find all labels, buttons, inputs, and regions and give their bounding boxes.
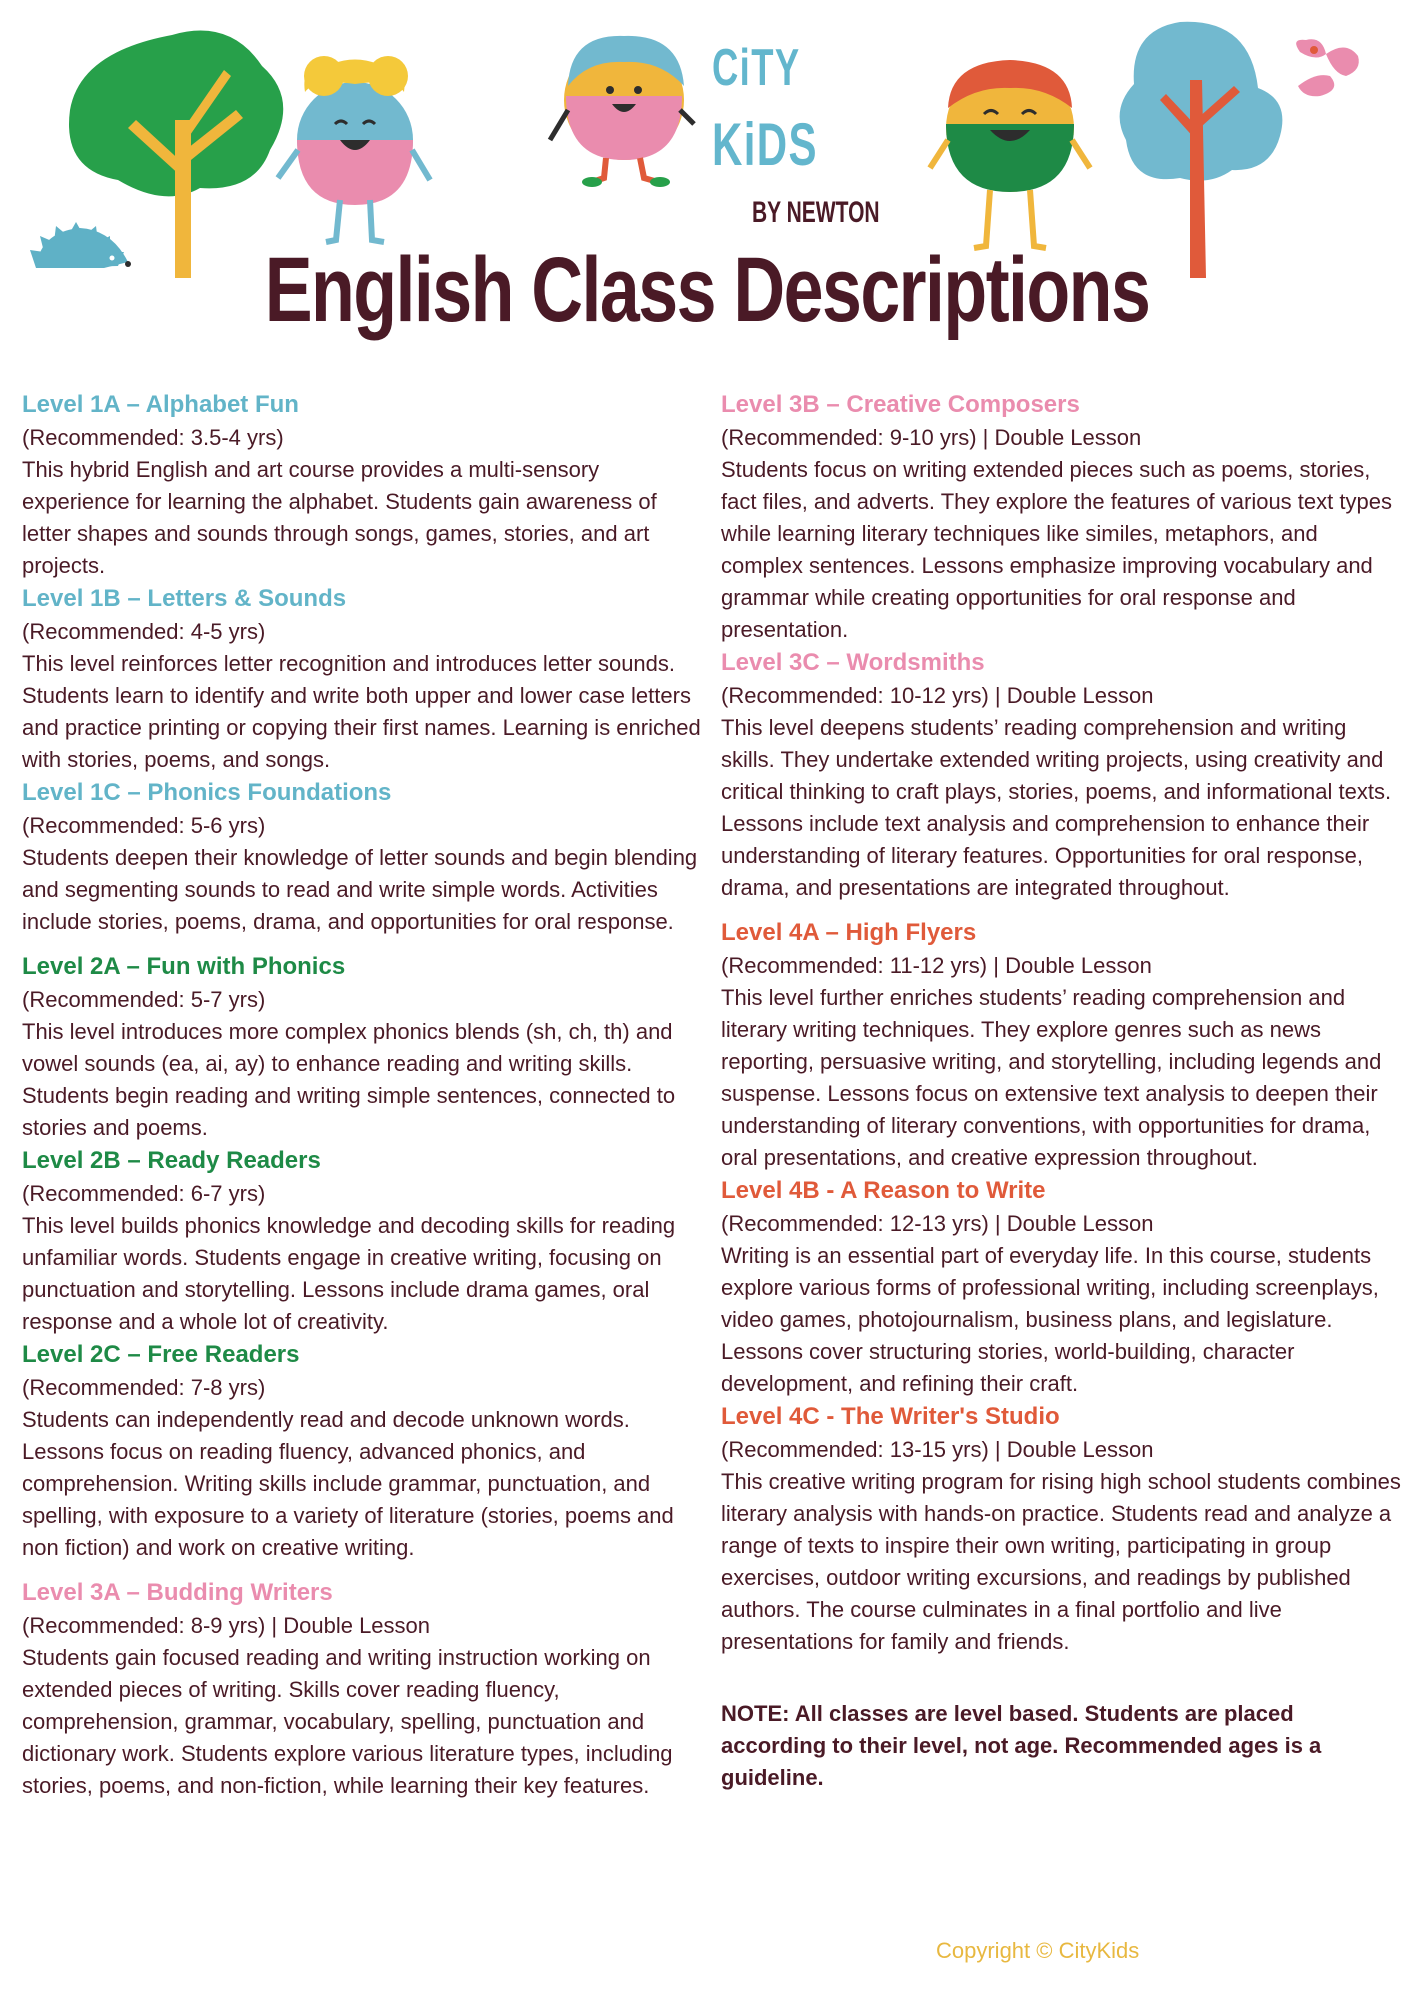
girl-character-icon [278,56,430,242]
level-1b [22,582,702,776]
level-heading: Level 2A – Fun with Phonics [22,953,346,980]
level-4a [721,916,1401,1174]
level-recommended: (Recommended: 4-5 yrs) [22,619,266,644]
level-3c [721,646,1401,904]
level-heading: Level 1A – Alphabet Fun [22,391,299,418]
level-recommended: (Recommended: 6-7 yrs) [22,1181,266,1206]
hedgehog-icon [30,222,131,268]
level-heading: Level 4B - A Reason to Write [721,1177,1046,1204]
level-recommended: (Recommended: 7-8 yrs) [22,1375,266,1400]
level-heading: Level 3B – Creative Composers [721,391,1080,418]
level-heading: Level 3C – Wordsmiths [721,649,985,676]
level-recommended: (Recommended: 11-12 yrs) | Double Lesson [721,953,1152,978]
level-recommended: (Recommended: 9-10 yrs) | Double Lesson [721,425,1142,450]
left-column [22,388,702,1802]
level-2b [22,1144,702,1338]
header [0,0,1414,350]
level-description: This hybrid English and art course provides a multi-sensory experience for learning the alphabet. Students gain awareness of letter shapes and sounds through songs, games, stories, and art projects. [22,457,657,578]
level-3b [721,388,1401,646]
level-4b [721,1174,1401,1400]
section-gap [22,1564,702,1576]
level-recommended: (Recommended: 12-13 yrs) | Double Lesson [721,1211,1154,1236]
level-description: This creative writing program for rising high school students combines literary analysis with hands-on practice. Students read and analyze a range of texts to inspire their own writing, participating in group exercises, outdoor writing excursions, and readings by published authors. The course culminates in a final portfolio and live presentations for family and friends. [721,1469,1401,1654]
level-heading: Level 1B – Letters & Sounds [22,585,347,612]
level-3a [22,1576,702,1802]
level-recommended: (Recommended: 8-9 yrs) | Double Lesson [22,1613,431,1638]
right-column [721,388,1401,1794]
level-heading: Level 1C – Phonics Foundations [22,779,392,806]
level-recommended: (Recommended: 5-7 yrs) [22,987,266,1012]
butterfly-icon [1296,39,1359,96]
level-description: Students gain focused reading and writing instruction working on extended pieces of writing. Skills cover reading fluency, comprehension, grammar, vocabulary, spelling, punctuation and dictionary work. Students explore various literature types, including stories, poems, and non-fiction, while learning their key features. [22,1645,673,1798]
page-title: English Class Descriptions [264,239,1150,341]
level-description: This level deepens students’ reading comprehension and writing skills. They undertake extended writing projects, using creativity and critical thinking to craft plays, stories, poems, and informational texts. Lessons include text analysis and comprehension to enhance their understanding of literary features. Opportunities for oral response, drama, and presentations are integrated throughout. [721,715,1392,900]
placement-note: NOTE: All classes are level based. Students are placed according to their level, not age. Recommended ages is a guideline. [721,1701,1322,1790]
redhead-character-icon [930,60,1090,248]
level-recommended: (Recommended: 5-6 yrs) [22,813,266,838]
section-gap [22,938,702,950]
level-4c [721,1400,1401,1658]
brand-line-kids: KiDS [712,111,818,178]
level-description: This level further enriches students’ reading comprehension and literary writing techniques. They explore genres such as news reporting, persuasive writing, and storytelling, including legends and suspense. Lessons focus on extensive text analysis to deepen their understanding of literary conventions, with opportunities for drama, oral presentations, and creative expression throughout. [721,985,1382,1170]
level-description: This level introduces more complex phonics blends (sh, ch, th) and vowel sounds (ea, ai, ay) to enhance reading and writing skills. Students begin reading and writing simple sentences, connected to stories and poems. [22,1019,676,1140]
level-heading: Level 2C – Free Readers [22,1341,300,1368]
level-description: This level reinforces letter recognition and introduces letter sounds. Students learn to identify and write both upper and lower case letters and practice printing or copying their first names. Learning is enriched with stories, poems, and songs. [22,651,701,772]
level-heading: Level 2B – Ready Readers [22,1147,321,1174]
level-description: Students can independently read and decode unknown words. Lessons focus on reading fluency, advanced phonics, and comprehension. Writing skills include grammar, punctuation, and spelling, with exposure to a variety of literature (stories, poems and non fiction) and work on creative writing. [22,1407,674,1560]
level-recommended: (Recommended: 13-15 yrs) | Double Lesson [721,1437,1154,1462]
level-heading: Level 4A – High Flyers [721,919,977,946]
level-2a [22,950,702,1144]
level-heading: Level 4C - The Writer's Studio [721,1403,1060,1430]
level-description: This level builds phonics knowledge and decoding skills for reading unfamiliar words. Students engage in creative writing, focusing on punctuation and storytelling. Lessons include drama games, oral response and a whole lot of creativity. [22,1213,676,1334]
brand-line-city: CiTY [712,39,801,97]
level-description: Students deepen their knowledge of letter sounds and begin blending and segmenting sounds to read and write simple words. Activities include stories, poems, drama, and opportunities for oral response. [22,845,698,934]
copyright: Copyright © CityKids [936,1938,1140,1963]
section-gap [721,904,1401,916]
level-recommended: (Recommended: 10-12 yrs) | Double Lesson [721,683,1154,708]
brand-line-by-newton: BY NEWTON [752,196,880,229]
level-description: Students focus on writing extended pieces such as poems, stories, fact files, and adverts. They explore the features of various text types while learning literary techniques like similes, metaphors, and complex sentences. Lessons emphasize improving vocabulary and grammar while creating opportunities for oral response and presentation. [721,457,1392,642]
boy-character-icon [550,36,694,187]
level-1a [22,388,702,582]
section-gap [721,1658,1401,1698]
level-2c [22,1338,702,1564]
level-description: Writing is an essential part of everyday life. In this course, students explore various forms of professional writing, including screenplays, video games, photojournalism, business plans, and legislature. Lessons cover structuring stories, world-building, character development, and refining their craft. [721,1243,1379,1396]
level-recommended: (Recommended: 3.5-4 yrs) [22,425,284,450]
level-1c [22,776,702,938]
level-heading: Level 3A – Budding Writers [22,1579,333,1606]
